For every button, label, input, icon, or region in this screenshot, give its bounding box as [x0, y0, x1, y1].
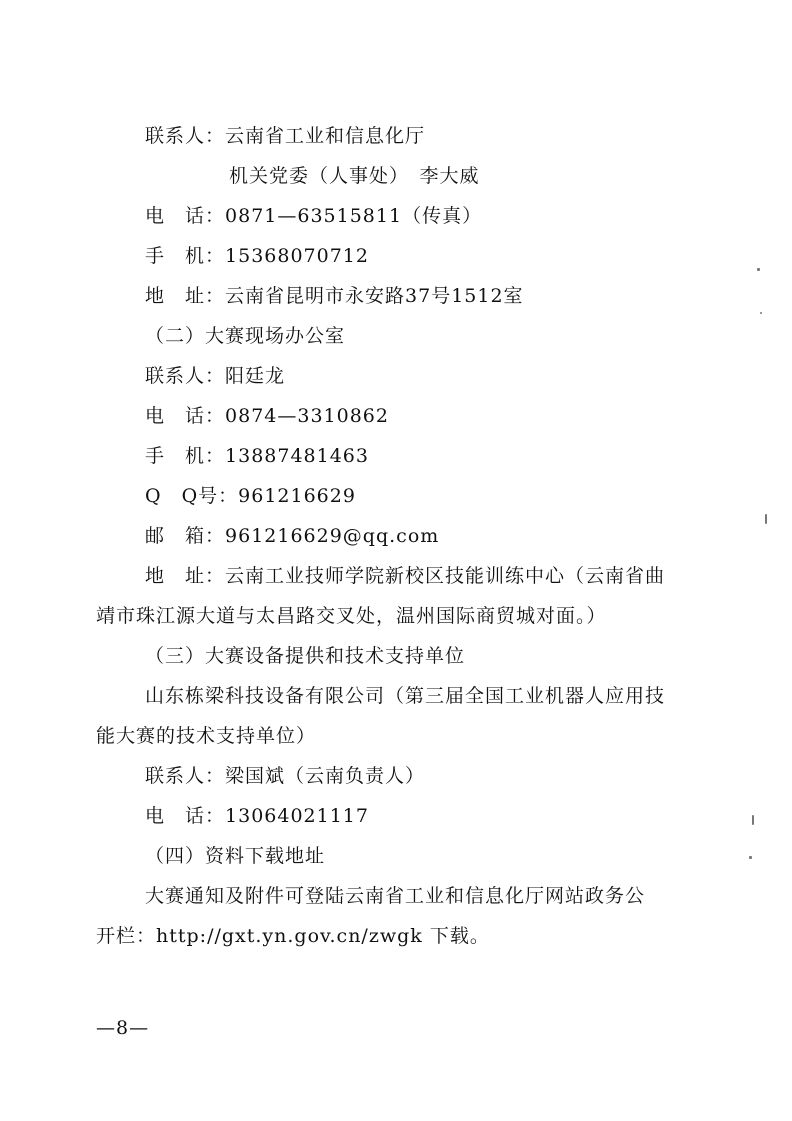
- contact-person: 机关党委（人事处） 李大威: [229, 165, 480, 187]
- address-value: 云南省昆明市永安路37号1512室: [225, 285, 524, 307]
- section-4-heading: （四）资料下载地址: [145, 845, 326, 867]
- phone-value: 0871—63515811（传真）: [225, 205, 483, 227]
- mobile-label: 手 机：: [145, 445, 226, 467]
- phone-label: 电 话：: [145, 205, 226, 227]
- mobile-value: 15368070712: [225, 245, 369, 267]
- phone-label: 电 话：: [145, 405, 226, 427]
- email-line: [145, 524, 439, 548]
- phone-line-1: [145, 204, 482, 228]
- scan-speck: [749, 856, 752, 859]
- email-value: 961216629@qq.com: [225, 525, 440, 547]
- download-text-line-2: 开栏：http://gxt.yn.gov.cn/zwgk 下载。: [96, 925, 490, 947]
- contact-value: 阳廷龙: [225, 365, 286, 387]
- address-line-1: [145, 284, 524, 308]
- address-label: 地 址：: [145, 285, 226, 307]
- contact-line-2: [145, 364, 285, 388]
- section-3-heading: （三）大赛设备提供和技术支持单位: [145, 645, 466, 667]
- mobile-value: 13887481463: [225, 445, 369, 467]
- qq-value: 961216629: [238, 485, 356, 507]
- phone-value: 0874—3310862: [225, 405, 389, 427]
- contact-line-1: [145, 124, 425, 148]
- email-label: 邮 箱：: [145, 525, 226, 547]
- qq-label: Q Q号：: [145, 485, 239, 507]
- contact-line-3: [145, 764, 425, 788]
- address-line-2b: 靖市珠江源大道与太昌路交叉处，温州国际商贸城对面。）: [96, 605, 607, 627]
- download-text-line-1: 大赛通知及附件可登陆云南省工业和信息化厅网站政务公: [145, 885, 646, 907]
- phone-line-2: [145, 404, 389, 428]
- section-2-heading: （二）大赛现场办公室: [145, 325, 346, 347]
- contact-value: 梁国斌（云南负责人）: [225, 765, 426, 787]
- scan-speck: [760, 312, 762, 314]
- scan-speck: [752, 815, 754, 825]
- scan-speck: [757, 268, 760, 271]
- contact-label: 联系人：: [145, 365, 226, 387]
- mobile-line-1: [145, 244, 369, 268]
- qq-line: [145, 484, 356, 508]
- scan-speck: [765, 514, 767, 524]
- contact-label: 联系人：: [145, 125, 226, 147]
- page-number: —8—: [96, 1017, 150, 1039]
- mobile-label: 手 机：: [145, 245, 226, 267]
- phone-label: 电 话：: [145, 805, 226, 827]
- phone-line-3: [145, 804, 369, 828]
- address-line-2a: 地 址：云南工业技师学院新校区技能训练中心（云南省曲: [145, 565, 666, 587]
- company-line-2: 能大赛的技术支持单位）: [96, 725, 317, 747]
- company-line-1: 山东栋梁科技设备有限公司（第三届全国工业机器人应用技: [145, 685, 666, 707]
- mobile-line-2: [145, 444, 369, 468]
- contact-label: 联系人：: [145, 765, 226, 787]
- phone-value: 13064021117: [225, 805, 369, 827]
- contact-org: 云南省工业和信息化厅: [225, 125, 426, 147]
